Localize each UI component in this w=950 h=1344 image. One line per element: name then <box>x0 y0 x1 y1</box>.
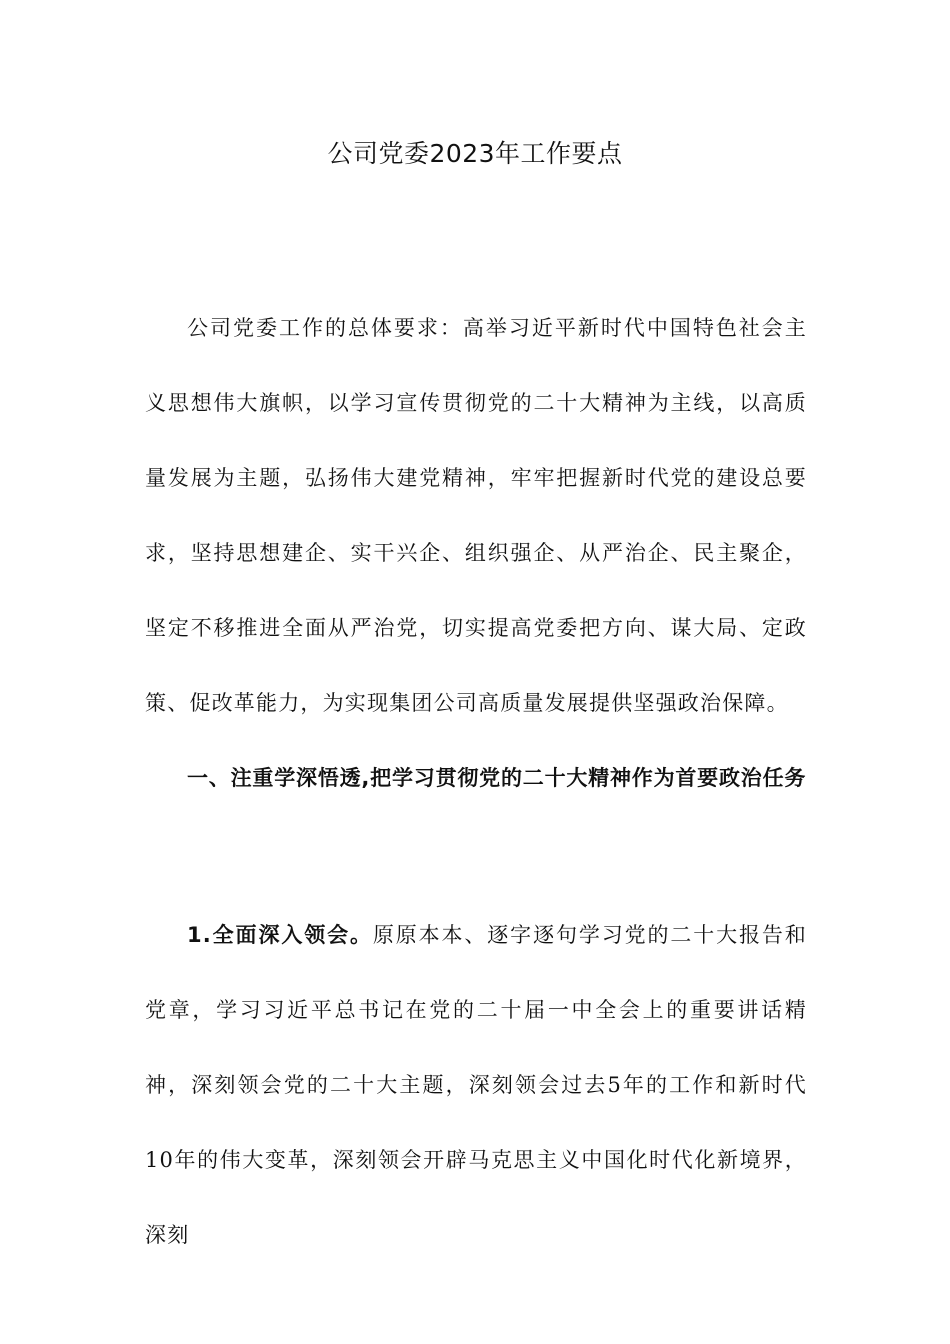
item-text: 原原本本、逐字逐句学习党的二十大报告和党章，学习习近平总书记在党的二十届一中全会上的重要讲话精神，深刻领会党的二十大主题，深刻领会过去5年的工作和新时代10年的伟大变革，深刻领会开辟马克思主义中国化时代化新境界，深刻 <box>145 923 807 1247</box>
intro-paragraph: 公司党委工作的总体要求：高举习近平新时代中国特色社会主义思想伟大旗帜，以学习宣传贯彻党的二十大精神为主线，以高质量发展为主题，弘扬伟大建党精神，牢牢把握新时代党的建设总要求，坚持思想建企、实干兴企、组织强企、从严治企、民主聚企，坚定不移推进全面从严治党，切实提高党委把方向、谋大局、定政策、促改革能力，为实现集团公司高质量发展提供坚强政治保障。 <box>145 316 807 715</box>
document-title: 公司党委2023年工作要点 <box>327 139 623 168</box>
item-lead: 1.全面深入领会。 <box>187 923 373 947</box>
item-paragraph <box>145 898 807 1273</box>
section-heading: 一、注重学深悟透,把学习贯彻党的二十大精神作为首要政治任务 <box>187 766 807 790</box>
